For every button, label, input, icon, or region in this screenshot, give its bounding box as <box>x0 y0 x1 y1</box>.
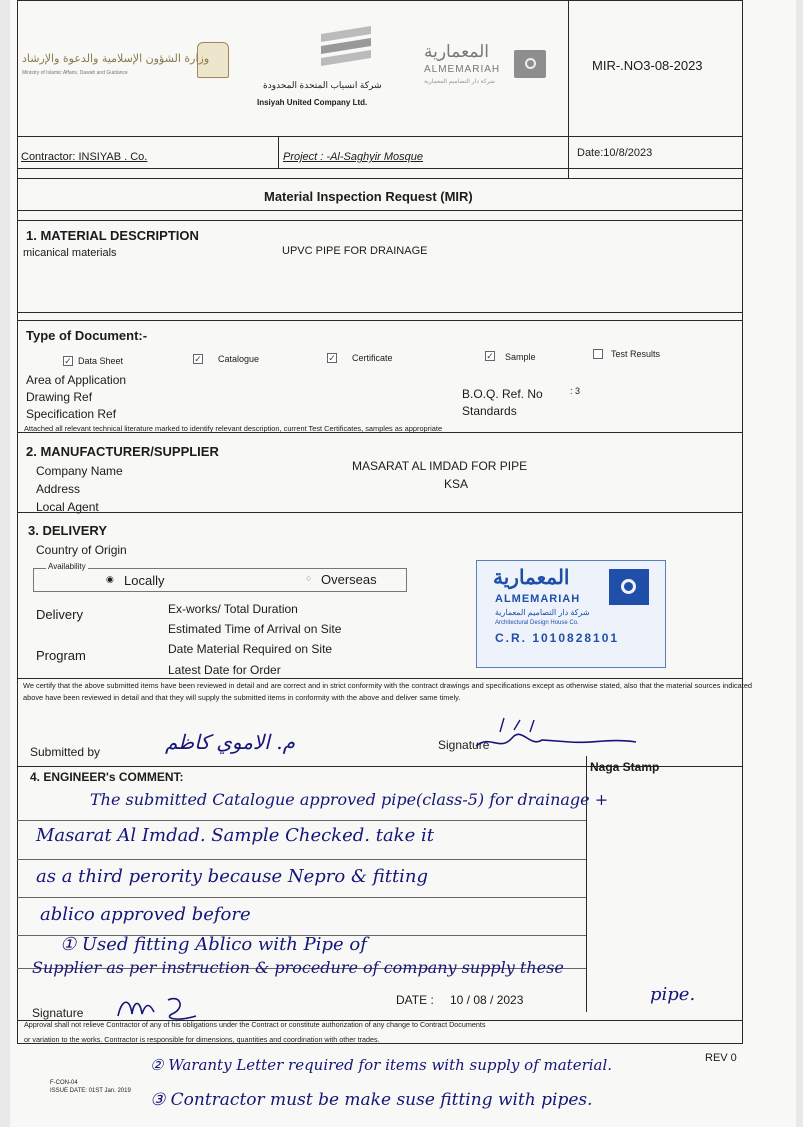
local-agent-label: Local Agent <box>36 500 99 514</box>
program-label: Program <box>36 648 86 663</box>
submission-signature-label: Signature <box>438 738 490 752</box>
section2-heading: 2. MANUFACTURER/SUPPLIER <box>26 444 219 459</box>
standards-label: Standards <box>462 404 517 418</box>
company-name-value: MASARAT AL IMDAD FOR PIPE <box>352 459 528 473</box>
insiyah-arabic-name: شركة انسياب المتحدة المحدودة <box>263 80 382 90</box>
radio-overseas-label: Overseas <box>321 572 377 587</box>
section1-heading: 1. MATERIAL DESCRIPTION <box>26 228 199 243</box>
area-of-application-label: Area of Application <box>26 373 127 387</box>
form-title: Material Inspection Request (MIR) <box>264 189 473 204</box>
engineer-date-label: DATE : <box>396 993 434 1007</box>
insiyah-emblem-icon <box>311 22 381 72</box>
section3-heading: 3. DELIVERY <box>28 523 107 538</box>
comment-line-7: pipe. <box>650 984 696 1005</box>
label-test-results: Test Results <box>611 349 661 359</box>
stamp-english: ALMEMARIAH <box>495 593 581 605</box>
contractor-label: Contractor: INSIYAB . Co. <box>21 151 148 163</box>
certification-text: We certify that the above submitted items have been reviewed in detail and are correct and in strict conformity with the contract drawings and specifications except as otherwise stated, also that the material sources indicated above have been reviewed in detail and that they will supply the submitted items in conformity with the above and deliver same timely. <box>23 681 753 702</box>
almemariah-arabic: المعمارية <box>424 42 489 61</box>
drawing-ref-label: Drawing Ref <box>26 390 93 404</box>
label-data-sheet: Data Sheet <box>78 356 124 366</box>
eta-label: Estimated Time of Arrival on Site <box>168 622 342 636</box>
almemariah-subtitle: شركة دار التصاميم المعمارية <box>424 79 495 85</box>
stamp-arabic: المعمارية <box>493 567 570 589</box>
label-catalogue: Catalogue <box>218 354 260 364</box>
form-code: F-CON-04 <box>50 1080 78 1086</box>
stamp-cr-number: C.R. 1010828101 <box>495 631 620 645</box>
naga-stamp-label: Naga Stamp <box>590 760 660 774</box>
company-name-label: Company Name <box>36 464 123 478</box>
submitted-by-label: Submitted by <box>30 745 101 759</box>
ministry-logo <box>22 40 237 86</box>
address-label: Address <box>36 482 81 496</box>
footer-disclaimer-line1: Approval shall not relieve Contractor of any of his obligations under the Contract or constitute authorization of any change to Contract Documents <box>24 1020 486 1029</box>
engineer-signature-label: Signature <box>32 1006 84 1020</box>
document-type-heading: Type of Document:- <box>26 328 148 343</box>
comment-line-5: ① Used fitting Ablico with Pipe of <box>60 934 367 955</box>
issue-date: ISSUE DATE: 01ST Jan. 2019 <box>50 1088 131 1094</box>
insiyah-english-name: Insiyah United Company Ltd. <box>257 98 368 107</box>
comment-line-2: Masarat Al Imdad. Sample Checked. take it <box>36 825 434 846</box>
radio-locally-icon[interactable]: ◉ <box>106 574 114 584</box>
submitted-by-handwritten: م. الاموي كاظم <box>165 730 295 754</box>
engineer-date-value: 10 / 08 / 2023 <box>450 993 524 1007</box>
revision-label: REV 0 <box>705 1052 737 1064</box>
almemariah-logo <box>422 42 557 94</box>
comment-line-4: ablico approved before <box>40 904 251 925</box>
stamp-subtitle-arabic: شركة دار التصاميم المعمارية <box>495 608 590 617</box>
boq-ref-label: B.O.Q. Ref. No <box>462 387 543 401</box>
checkbox-catalogue[interactable]: ✓ <box>194 354 202 364</box>
label-sample: Sample <box>505 352 536 362</box>
material-description: UPVC PIPE FOR DRAINAGE <box>282 245 428 257</box>
exworks-label: Ex-works/ Total Duration <box>168 602 298 616</box>
radio-locally-label: Locally <box>124 573 165 588</box>
project-label: Project : -Al-Saghyir Mosque <box>283 151 423 163</box>
comment-line-3: as a third perority because Nepro & fitting <box>36 866 429 887</box>
mir-reference-number: MIR-.NO3-08-2023 <box>592 58 703 73</box>
handwritten-note-3: ③ Contractor must be make suse fitting with pipes. <box>150 1090 593 1110</box>
material-category: micanical materials <box>23 247 117 259</box>
availability-label: Availability <box>48 562 86 571</box>
comment-line-1: The submitted Catalogue approved pipe(class-5) for drainage + <box>90 790 609 809</box>
checkbox-certificate[interactable]: ✓ <box>328 353 336 363</box>
stamp-subtitle-english: Architectural Design House Co. <box>495 620 579 626</box>
document-note: Attached all relevant technical literature marked to identify relevant description, current Test Certificates, samples as appropriate <box>24 424 443 433</box>
ministry-name: وزارة الشؤون الإسلامية والدعوة والإرشاد <box>22 52 210 65</box>
comment-line-6: Supplier as per instruction & procedure of company supply these <box>32 958 564 977</box>
handwritten-note-2: ② Waranty Letter required for items with supply of material. <box>150 1056 613 1074</box>
company-stamp <box>476 560 666 668</box>
date-required-label: Date Material Required on Site <box>168 642 333 656</box>
delivery-label: Delivery <box>36 607 83 622</box>
label-certificate: Certificate <box>352 353 393 363</box>
checkbox-data-sheet[interactable]: ✓ <box>64 356 72 366</box>
address-value: KSA <box>444 477 469 491</box>
ministry-subtext: Ministry of Islamic Affairs, Dawah and Guidance <box>22 70 128 76</box>
insiyah-logo <box>255 22 405 117</box>
date-label: Date:10/8/2023 <box>577 147 653 159</box>
latest-date-label: Latest Date for Order <box>168 663 281 677</box>
footer-disclaimer-line2: or variation to the works. Contractor is responsible for dimensions, quantities and coordination with other trades. <box>24 1035 380 1044</box>
country-of-origin-label: Country of Origin <box>36 543 127 557</box>
section4-heading: 4. ENGINEER's COMMENT: <box>30 770 184 784</box>
checkbox-sample[interactable]: ✓ <box>486 351 494 361</box>
almemariah-english: ALMEMARIAH <box>424 64 501 75</box>
checkbox-test-results[interactable] <box>593 349 603 359</box>
specification-ref-label: Specification Ref <box>26 407 117 421</box>
submission-signature-mark <box>470 712 640 762</box>
radio-overseas-icon[interactable]: ○ <box>306 573 312 583</box>
boq-ref-value: : 3 <box>570 386 581 396</box>
